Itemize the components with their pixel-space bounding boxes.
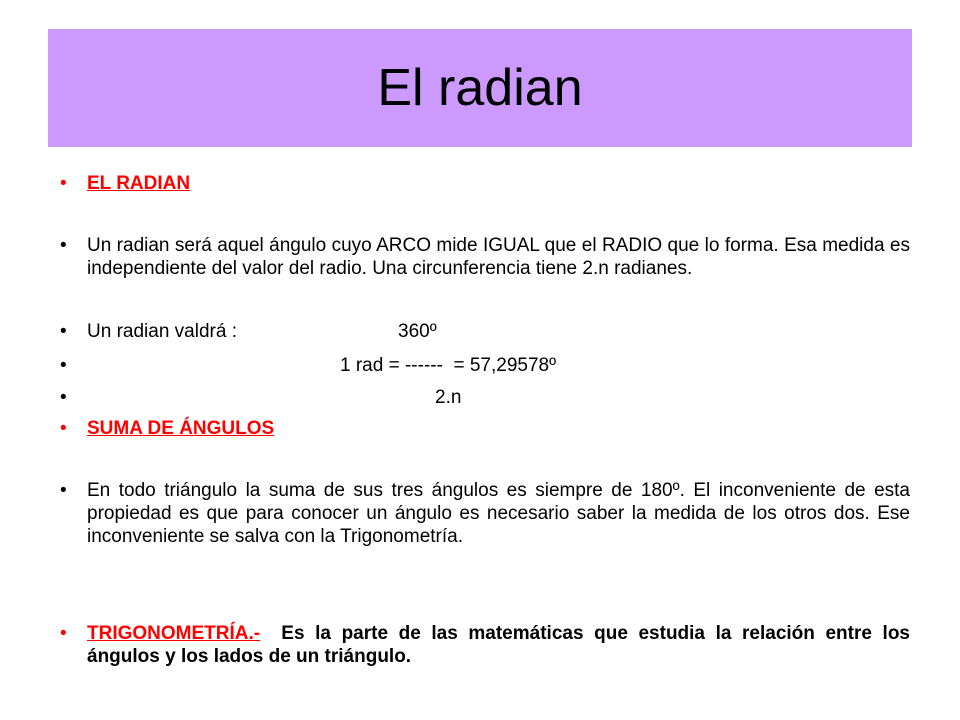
section-heading: SUMA DE ÁNGULOS bbox=[87, 418, 275, 439]
bullet-icon: • bbox=[60, 235, 67, 256]
bullet-icon: • bbox=[60, 321, 67, 342]
bullet-item-triangle bbox=[60, 479, 910, 548]
bullet-icon: • bbox=[60, 173, 67, 194]
bullet-item-suma bbox=[60, 417, 910, 440]
numerator-text: 360º bbox=[398, 321, 437, 342]
bullet-item-trigonometria bbox=[60, 622, 910, 668]
section-heading: EL RADIAN bbox=[87, 173, 191, 194]
paragraph-text: En todo triángulo la suma de sus tres ángulos es siempre de 180º. El inconveniente de esta propiedad es que para conocer un ángulo es necesario saber la medida de los otros dos. Ese inconveniente se salva con la Trigonometría. bbox=[87, 480, 910, 547]
slide-title: El radian bbox=[377, 59, 583, 117]
paragraph-text: Un radian será aquel ángulo cuyo ARCO mide IGUAL que el RADIO que lo forma. Esa medida es independiente del valor del radio. Una circunferencia tiene 2.n radianes. bbox=[87, 235, 910, 279]
bullet-item-el-radian bbox=[60, 172, 910, 195]
bullet-icon: • bbox=[60, 387, 67, 408]
bullet-icon: • bbox=[60, 418, 67, 439]
bullet-icon: • bbox=[60, 355, 67, 376]
paragraph-text: Un radian valdrá : bbox=[87, 321, 237, 342]
section-heading: TRIGONOMETRÍA.- bbox=[87, 623, 261, 644]
bullet-item-definition bbox=[60, 234, 910, 280]
title-band bbox=[48, 29, 912, 147]
bullet-icon: • bbox=[60, 480, 67, 501]
formula-text: 1 rad = ------ = 57,29578º bbox=[340, 355, 557, 376]
paragraph-text: Es la parte de las matemáticas que estudia la relación entre los ángulos y los lados de un triángulo. bbox=[87, 623, 910, 667]
bullet-item-value bbox=[60, 320, 910, 343]
bullet-icon: • bbox=[60, 623, 67, 644]
denominator-text: 2.n bbox=[435, 387, 462, 408]
